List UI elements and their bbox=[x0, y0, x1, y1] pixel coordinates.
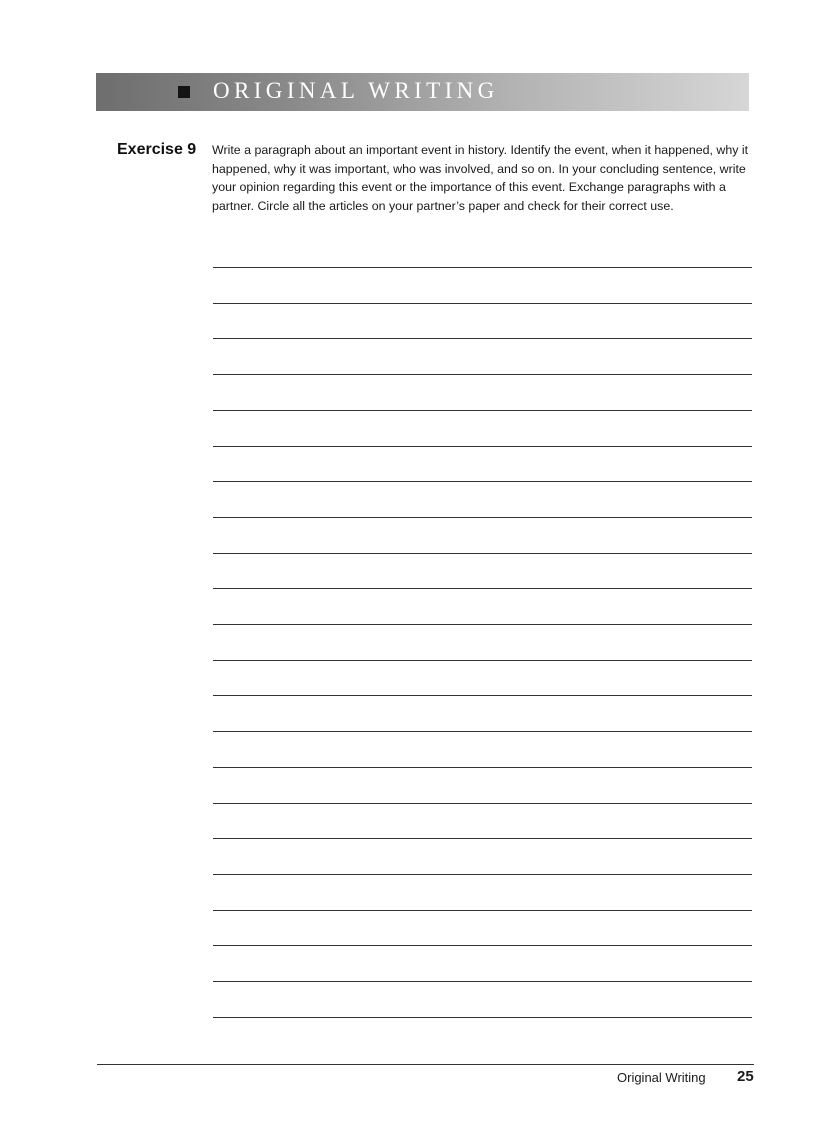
answer-line[interactable] bbox=[213, 910, 752, 911]
banner-square-icon bbox=[178, 86, 190, 98]
answer-line[interactable] bbox=[213, 481, 752, 482]
answer-line[interactable] bbox=[213, 303, 752, 304]
answer-line[interactable] bbox=[213, 803, 752, 804]
page-number: 25 bbox=[737, 1068, 754, 1085]
answer-line[interactable] bbox=[213, 731, 752, 732]
answer-line[interactable] bbox=[213, 624, 752, 625]
answer-line[interactable] bbox=[213, 1017, 752, 1018]
footer-rule bbox=[97, 1064, 754, 1065]
section-title: ORIGINAL WRITING bbox=[213, 78, 499, 103]
answer-line[interactable] bbox=[213, 374, 752, 375]
exercise-instructions: Write a paragraph about an important event in history. Identify the event, when it happened, why it happened, why it was important, who was involved, and so on. In your concluding sentence, write your opinion regarding this event or the importance of this event. Exchange paragraphs with a partner. Circle all the articles on your partner’s paper and check for their correct use. bbox=[212, 143, 749, 213]
answer-line[interactable] bbox=[213, 838, 752, 839]
answer-line[interactable] bbox=[213, 981, 752, 982]
footer-title: Original Writing bbox=[617, 1070, 706, 1085]
answer-line[interactable] bbox=[213, 267, 752, 268]
answer-line[interactable] bbox=[213, 553, 752, 554]
exercise-label: Exercise 9 bbox=[117, 141, 197, 158]
answer-line[interactable] bbox=[213, 695, 752, 696]
answer-line[interactable] bbox=[213, 767, 752, 768]
answer-line[interactable] bbox=[213, 338, 752, 339]
answer-line[interactable] bbox=[213, 660, 752, 661]
answer-line[interactable] bbox=[213, 588, 752, 589]
answer-line[interactable] bbox=[213, 446, 752, 447]
answer-line[interactable] bbox=[213, 945, 752, 946]
answer-line[interactable] bbox=[213, 517, 752, 518]
section-banner bbox=[96, 73, 749, 111]
answer-line[interactable] bbox=[213, 410, 752, 411]
answer-line[interactable] bbox=[213, 874, 752, 875]
